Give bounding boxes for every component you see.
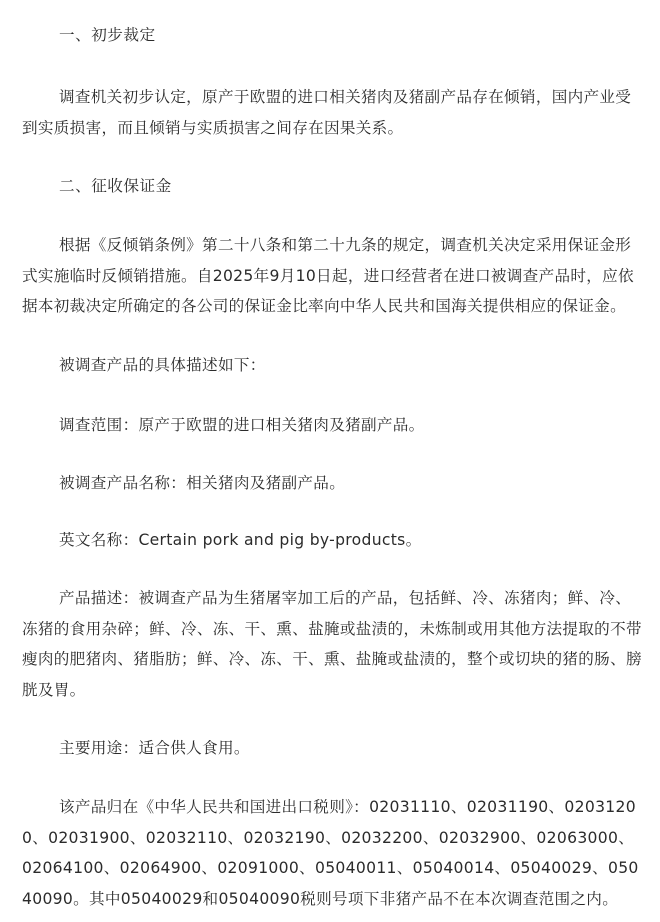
section-heading-deposit: 二、征收保证金 (59, 177, 172, 195)
paragraph-deposit-measures: 根据《反倾销条例》第二十八条和第二十九条的规定，调查机关决定采用保证金形式实施临时反倾销措施。自2025年9月10日起，进口经营者在进口被调查产品时，应依据本初裁决定所确定的各公司的保证金比率向中华人民共和国海关提供相应的保证金。 (22, 236, 634, 315)
paragraph-main-use: 主要用途：适合供人食用。 (59, 739, 250, 757)
paragraph-preliminary-finding: 调查机关初步认定，原产于欧盟的进口相关猪肉及猪副产品存在倾销，国内产业受到实质损害，而且倾销与实质损害之间存在因果关系。 (22, 88, 632, 137)
paragraph-product-description: 产品描述：被调查产品为生猪屠宰加工后的产品，包括鲜、冷、冻猪肉；鲜、冷、冻猪的食用杂碎；鲜、冷、冻、干、熏、盐腌或盐渍的，未炼制或用其他方法提取的不带瘦肉的肥猪肉、猪脂肪；鲜、冷、冻、干、熏、盐腌或盐渍的，整个或切块的猪的肠、膀胱及胃。 (22, 589, 642, 699)
paragraph-english-name: 英文名称：Certain pork and pig by-products。 (59, 531, 422, 549)
paragraph-scope: 调查范围：原产于欧盟的进口相关猪肉及猪副产品。 (59, 416, 425, 434)
paragraph-product-name: 被调查产品名称：相关猪肉及猪副产品。 (59, 474, 346, 492)
paragraph-product-intro: 被调查产品的具体描述如下： (59, 356, 266, 374)
section-heading-preliminary-ruling: 一、初步裁定 (59, 26, 156, 44)
paragraph-tariff-codes: 该产品归在《中华人民共和国进出口税则》：02031110、02031190、02031200、02031900、02032110、02032190、02032200、02032900、02063000、02064100、02064900、02091000、05040011、05040014、05040029、05040090。其中05040029和05040090税则号项下非猪产品不在本次调查范围之内。 (22, 798, 639, 908)
